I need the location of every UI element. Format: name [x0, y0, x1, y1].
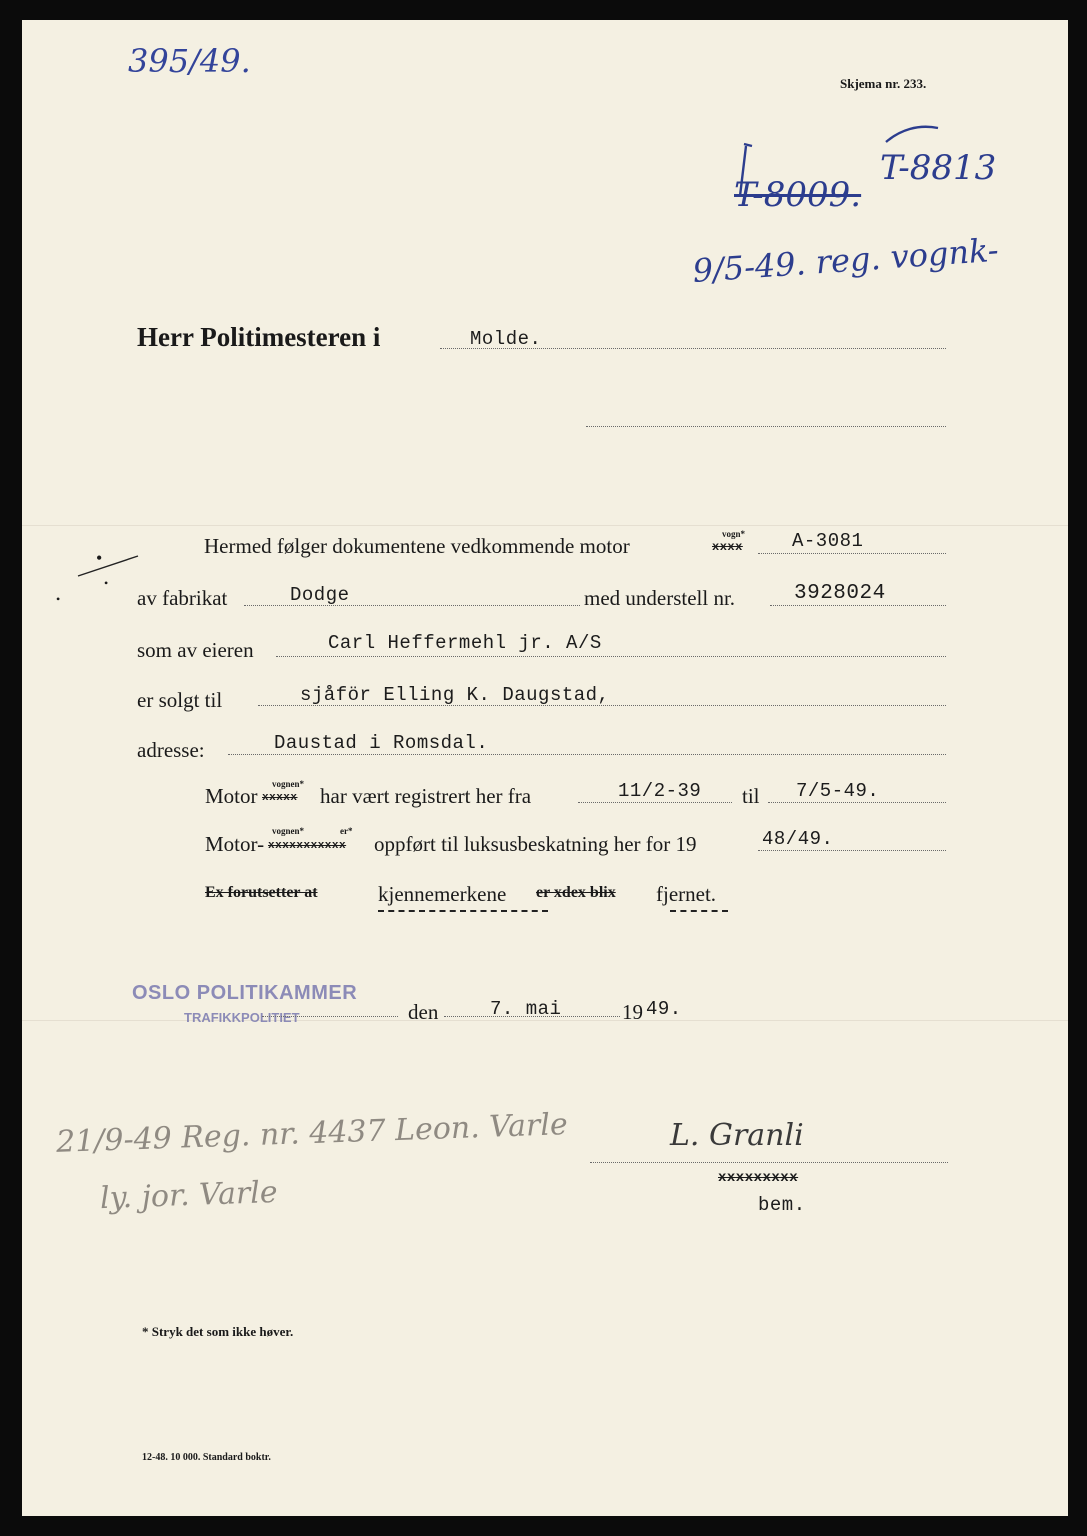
- address-label: adresse:: [137, 738, 205, 762]
- underline: [378, 910, 548, 912]
- chassis-value: 3928024: [794, 582, 886, 605]
- footnote: * Stryk det som ikke høver.: [142, 1324, 294, 1339]
- vehicle-registration: A-3081: [792, 530, 864, 552]
- tax-prefix: Motor-: [205, 832, 265, 856]
- handwritten-reference: 395/49.: [128, 42, 251, 80]
- plates-end: fjernet.: [656, 882, 717, 906]
- signature-line: [590, 1162, 948, 1163]
- margin-dot: •: [56, 592, 61, 606]
- tax-struck-text: xxxxxxxxxxx: [268, 840, 347, 852]
- registration-mark: [722, 140, 762, 200]
- tax-superscript-2: er*: [340, 826, 353, 836]
- margin-dot: •: [104, 576, 109, 590]
- make-value: Dodge: [290, 584, 350, 606]
- plates-struck-text-2: er xdex blix: [536, 884, 616, 901]
- addressee-value: Molde.: [470, 328, 542, 350]
- printer-note: 12-48. 10 000. Standard boktr.: [142, 1452, 271, 1463]
- new-registration-number: T-8813: [880, 148, 997, 188]
- dotted-line: [586, 426, 946, 427]
- police-stamp-line1: OSLO POLITIKAMMER: [132, 982, 358, 1004]
- registration-struck-text: xxxxx: [262, 792, 298, 804]
- dotted-line: [758, 553, 946, 554]
- tax-superscript-1: vognen*: [272, 826, 305, 836]
- fold-line: [22, 1020, 1068, 1021]
- make-label: av fabrikat: [137, 586, 228, 610]
- document-page: [22, 20, 1068, 1516]
- dotted-line: [228, 754, 946, 755]
- signature: L. Granli: [670, 1118, 804, 1153]
- vehicle-line-label: Hermed følger dokumentene vedkommende motor: [204, 534, 630, 558]
- registration-note: 9/5-49. reg. vognk-: [691, 230, 1000, 290]
- police-stamp-line2: TRAFIKKPOLITIET: [184, 1010, 300, 1025]
- registration-superscript: vognen*: [272, 779, 305, 789]
- dotted-line: [578, 802, 732, 803]
- underline: [670, 910, 728, 912]
- registration-to-label: til: [742, 784, 760, 808]
- buyer-value: sjåför Elling K. Daugstad,: [300, 684, 610, 706]
- dotted-line: [276, 656, 946, 657]
- date-value: 7. mai: [490, 998, 562, 1020]
- pencil-note-line2: ly. jor. Varle: [99, 1174, 279, 1217]
- tax-label: oppført til luksusbeskatning her for 19: [374, 832, 697, 856]
- registration-label: har vært registrert her fra: [320, 784, 532, 808]
- buyer-label: er solgt til: [137, 688, 223, 712]
- registered-from: 11/2-39: [618, 780, 702, 802]
- chassis-label: med understell nr.: [584, 586, 736, 610]
- dotted-line: [262, 1016, 398, 1017]
- year-value: 49.: [646, 998, 682, 1020]
- addressee-label: Herr Politimesteren i: [137, 322, 381, 352]
- dotted-line: [770, 605, 946, 606]
- dotted-line: [768, 802, 946, 803]
- old-registration-number: T-8009.: [734, 175, 862, 215]
- address-value: Daustad i Romsdal.: [274, 732, 489, 754]
- signer-title: bem.: [758, 1194, 806, 1216]
- pencil-note-line1: 21/9-49 Reg. nr. 4437 Leon. Varle: [55, 1107, 569, 1160]
- owner-label: som av eieren: [137, 638, 254, 662]
- year-prefix: 19: [622, 1000, 643, 1024]
- margin-dot: •: [96, 548, 103, 568]
- vehicle-superscript: vogn*: [722, 529, 746, 539]
- registration-mark: [882, 118, 942, 148]
- signer-struck-text: xxxxxxxxx: [718, 1170, 799, 1186]
- registration-prefix: Motor: [205, 784, 258, 808]
- owner-value: Carl Heffermehl jr. A/S: [328, 632, 602, 654]
- vehicle-struck-text: xxxx: [712, 540, 743, 554]
- plates-label: kjennemerkene: [378, 882, 507, 906]
- tax-year: 48/49.: [762, 828, 834, 850]
- date-label: den: [408, 1000, 439, 1024]
- registered-to: 7/5-49.: [796, 780, 880, 802]
- margin-slash: [74, 552, 144, 582]
- form-number: Skjema nr. 233.: [840, 76, 927, 91]
- plates-struck-text-1: Ex forutsetter at: [205, 884, 318, 901]
- fold-line: [22, 525, 1068, 526]
- dotted-line: [758, 850, 946, 851]
